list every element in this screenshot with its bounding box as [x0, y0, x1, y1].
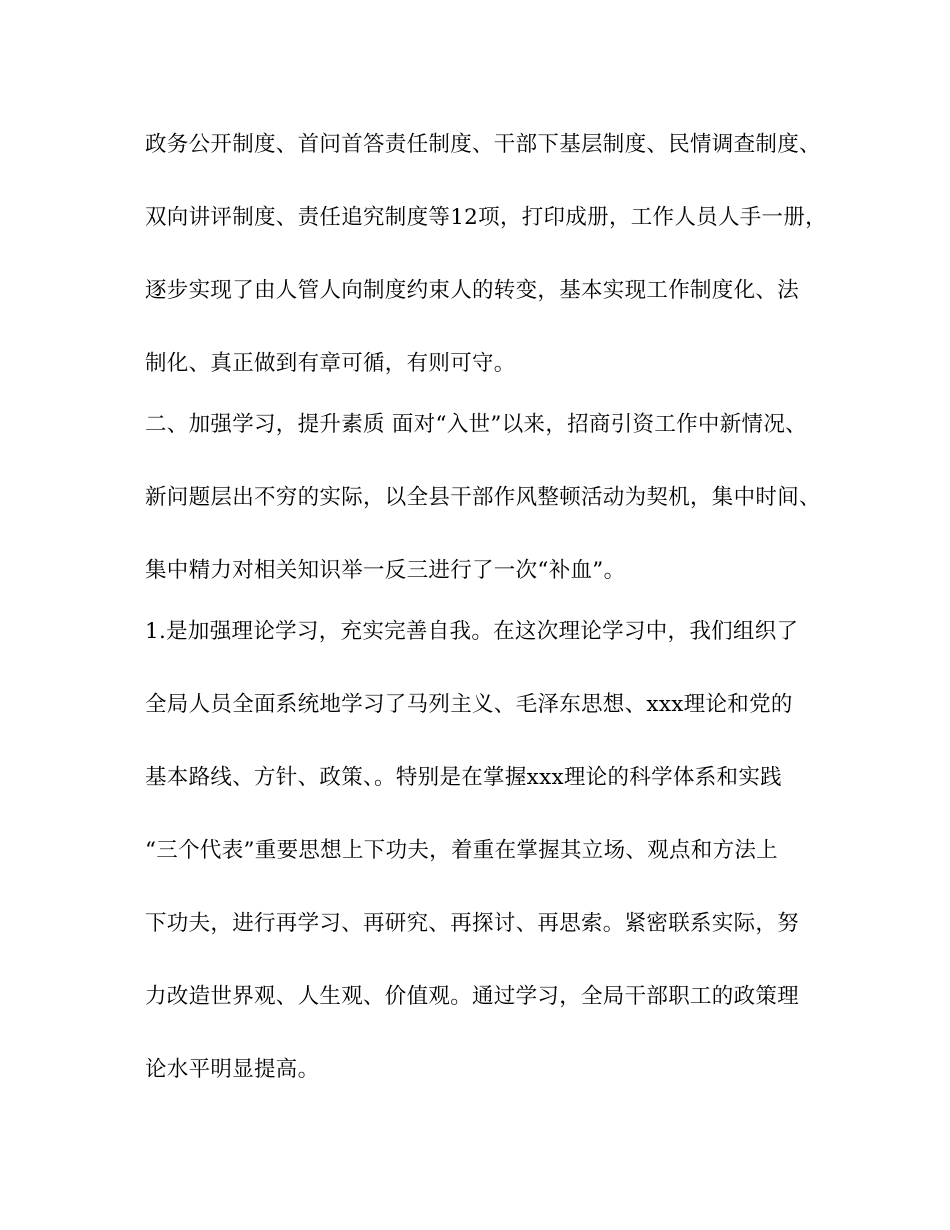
text-line-14: 论水平明显提高。 [145, 1057, 320, 1082]
text-line-7: 集中精力对相关知识举一反三进行了一次“补血”。 [145, 558, 626, 583]
text-line-2: 双向讲评制度、责任追究制度等12项，打印成册，工作人员人手一册， [145, 205, 827, 230]
text-line-6: 新问题层出不穷的实际，以全县干部作风整顿活动为契机，集中时间、 [145, 485, 821, 510]
text-line-11: “三个代表”重要思想上下功夫，着重在掌握其立场、观点和方法上 [145, 838, 778, 863]
text-line-3: 逐步实现了由人管人向制度约束人的转变，基本实现工作制度化、法 [145, 278, 800, 303]
text-line-10: 基本路线、方针、政策、。特别是在掌握xxx理论的科学体系和实践 [145, 765, 782, 790]
text-line-1: 政务公开制度、首问首答责任制度、干部下基层制度、民情调查制度、 [145, 132, 821, 157]
text-line-12: 下功夫，进行再学习、再研究、再探讨、再思索。紧密联系实际，努 [145, 911, 800, 936]
section-heading-line: 二、加强学习，提升素质 面对“入世”以来，招商引资工作中新情况、 [145, 412, 807, 437]
text-line-9: 全局人员全面系统地学习了马列主义、毛泽东思想、xxx理论和党的 [145, 692, 793, 717]
text-line-13: 力改造世界观、人生观、价值观。通过学习，全局干部职工的政策理 [145, 984, 800, 1009]
list-item-line: 1.是加强理论学习，充实完善自我。在这次理论学习中，我们组织了 [145, 619, 799, 644]
text-line-4: 制化、真正做到有章可循，有则可守。 [145, 351, 516, 376]
